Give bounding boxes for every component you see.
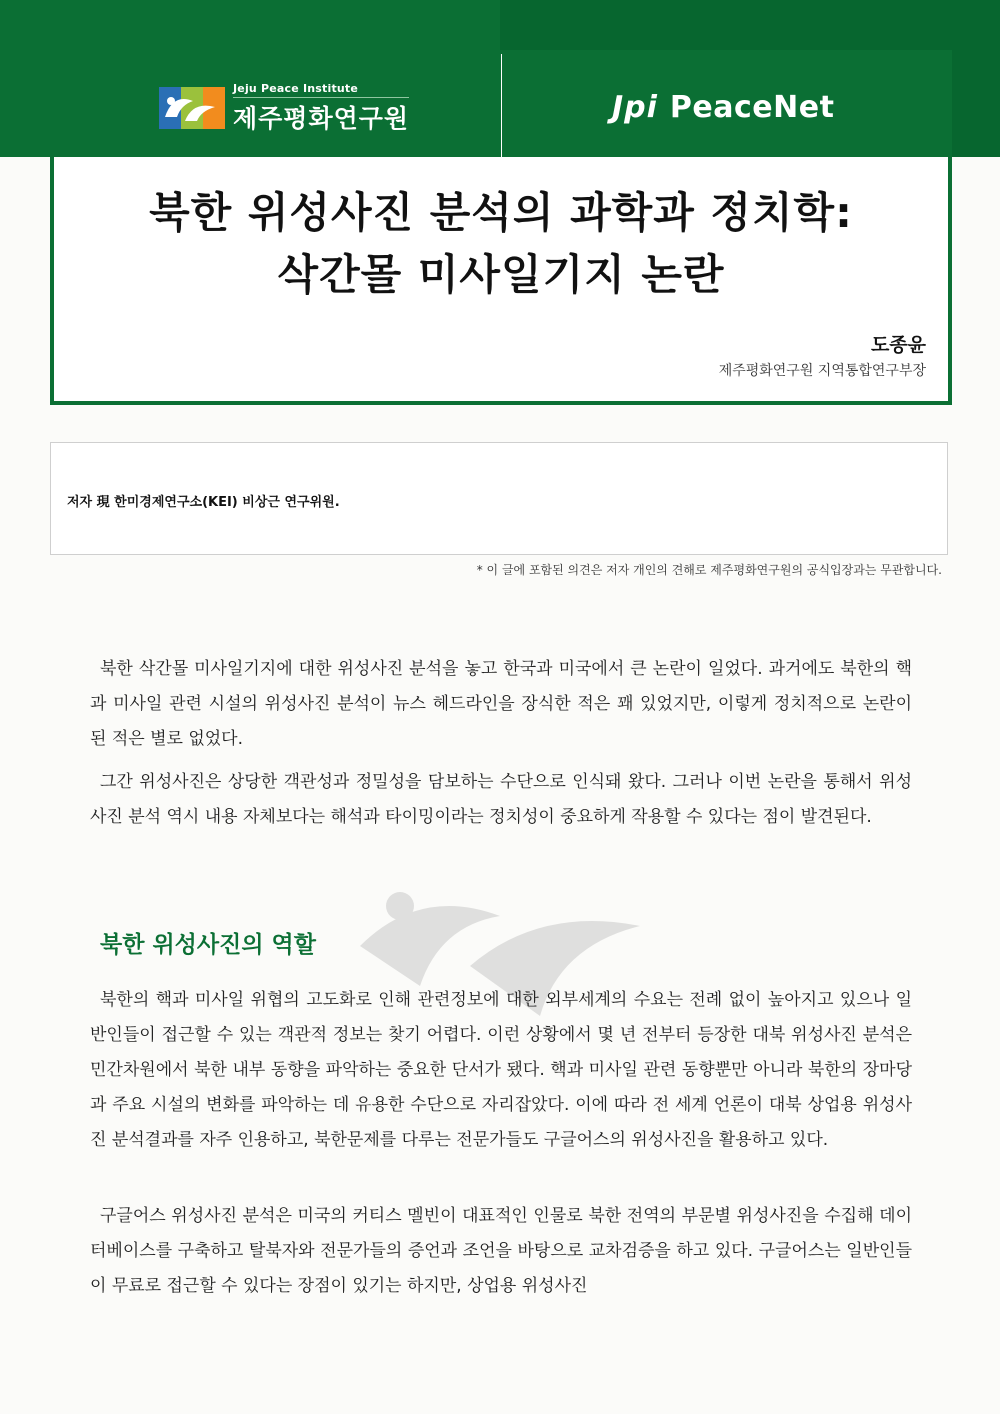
- document-title: [54, 182, 948, 306]
- title-line-1: 북한 위성사진 분석의 과학과 정치학:: [149, 188, 853, 237]
- section-heading: 북한 위성사진의 역할: [100, 932, 316, 958]
- jpi-wordmark: Jpi: [612, 90, 658, 125]
- logo-english-name: Jeju Peace Institute: [233, 82, 409, 98]
- peacenet-logo: [612, 90, 834, 125]
- title-line-2: 삭간몰 미사일기지 논란: [277, 250, 725, 299]
- logo-korean-name: 제주평화연구원: [233, 103, 410, 133]
- header-divider: [501, 54, 502, 157]
- institute-emblem-icon: [159, 87, 225, 129]
- peacenet-wordmark: PeaceNet: [669, 90, 835, 125]
- paragraph-1: 북한 삭간몰 미사일기지에 대한 위성사진 분석을 놓고 한국과 미국에서 큰 논란이 일었다. 과거에도 북한의 핵과 미사일 관련 시설의 위성사진 분석이 뉴스 헤드라인을 장식한 적은 꽤 있었지만, 이렇게 정치적으로 논란이 된 적은 별로 없었다.: [90, 659, 912, 749]
- author-name: 도종윤: [870, 334, 926, 356]
- bio-text: 한미경제연구소(KEI) 비상근 연구위원.: [114, 495, 340, 510]
- author-bio-box: [50, 442, 948, 555]
- author-bio: [67, 491, 340, 510]
- header-banner: [54, 54, 948, 157]
- paragraph-3: 북한의 핵과 미사일 위협의 고도화로 인해 관련정보에 대한 외부세계의 수요는 전례 없이 높아지고 있으나 일반인들이 접근할 수 있는 객관적 정보는 찾기 어렵다. 이런 상황에서 몇 년 전부터 등장한 대북 위성사진 분석은 민간차원에서 북한 내부 동향을 파악하는 중요한 단서가 됐다. 핵과 미사일 관련 동향뿐만 아니라 북한의 장마당과 주요 시설의 변화를 파악하는 데 유용한 수단으로 자리잡았다. 이에 따라 전 세계 언론이 대북 상업용 위성사진 분석결과를 자주 인용하고, 북한문제를 다루는 전문가들도 구글어스의 위성사진을 활용하고 있다.: [90, 990, 912, 1150]
- bio-prefix: 저자 現: [67, 495, 115, 510]
- author-affiliation: 제주평화연구원 지역통합연구부장: [718, 363, 926, 379]
- disclaimer: * 이 글에 포함된 의견은 저자 개인의 견해로 제주평화연구원의 공식입장과는 무관합니다.: [476, 563, 942, 577]
- jeju-peace-institute-logo: [159, 81, 410, 133]
- paragraph-2: 그간 위성사진은 상당한 객관성과 정밀성을 담보하는 수단으로 인식돼 왔다. 그러나 이번 논란을 통해서 위성사진 분석 역시 내용 자체보다는 해석과 타이밍이라는 정치성이 중요하게 작용할 수 있다는 점이 발견된다.: [90, 772, 912, 827]
- paragraph-4: 구글어스 위성사진 분석은 미국의 커티스 멜빈이 대표적인 인물로 북한 전역의 부문별 위성사진을 수집해 데이터베이스를 구축하고 탈북자와 전문가들의 증언과 조언을 바탕으로 교차검증을 하고 있다. 구글어스는 일반인들이 무료로 접근할 수 있다는 장점이 있기는 하지만, 상업용 위성사진: [90, 1206, 912, 1296]
- header-box: [50, 50, 952, 405]
